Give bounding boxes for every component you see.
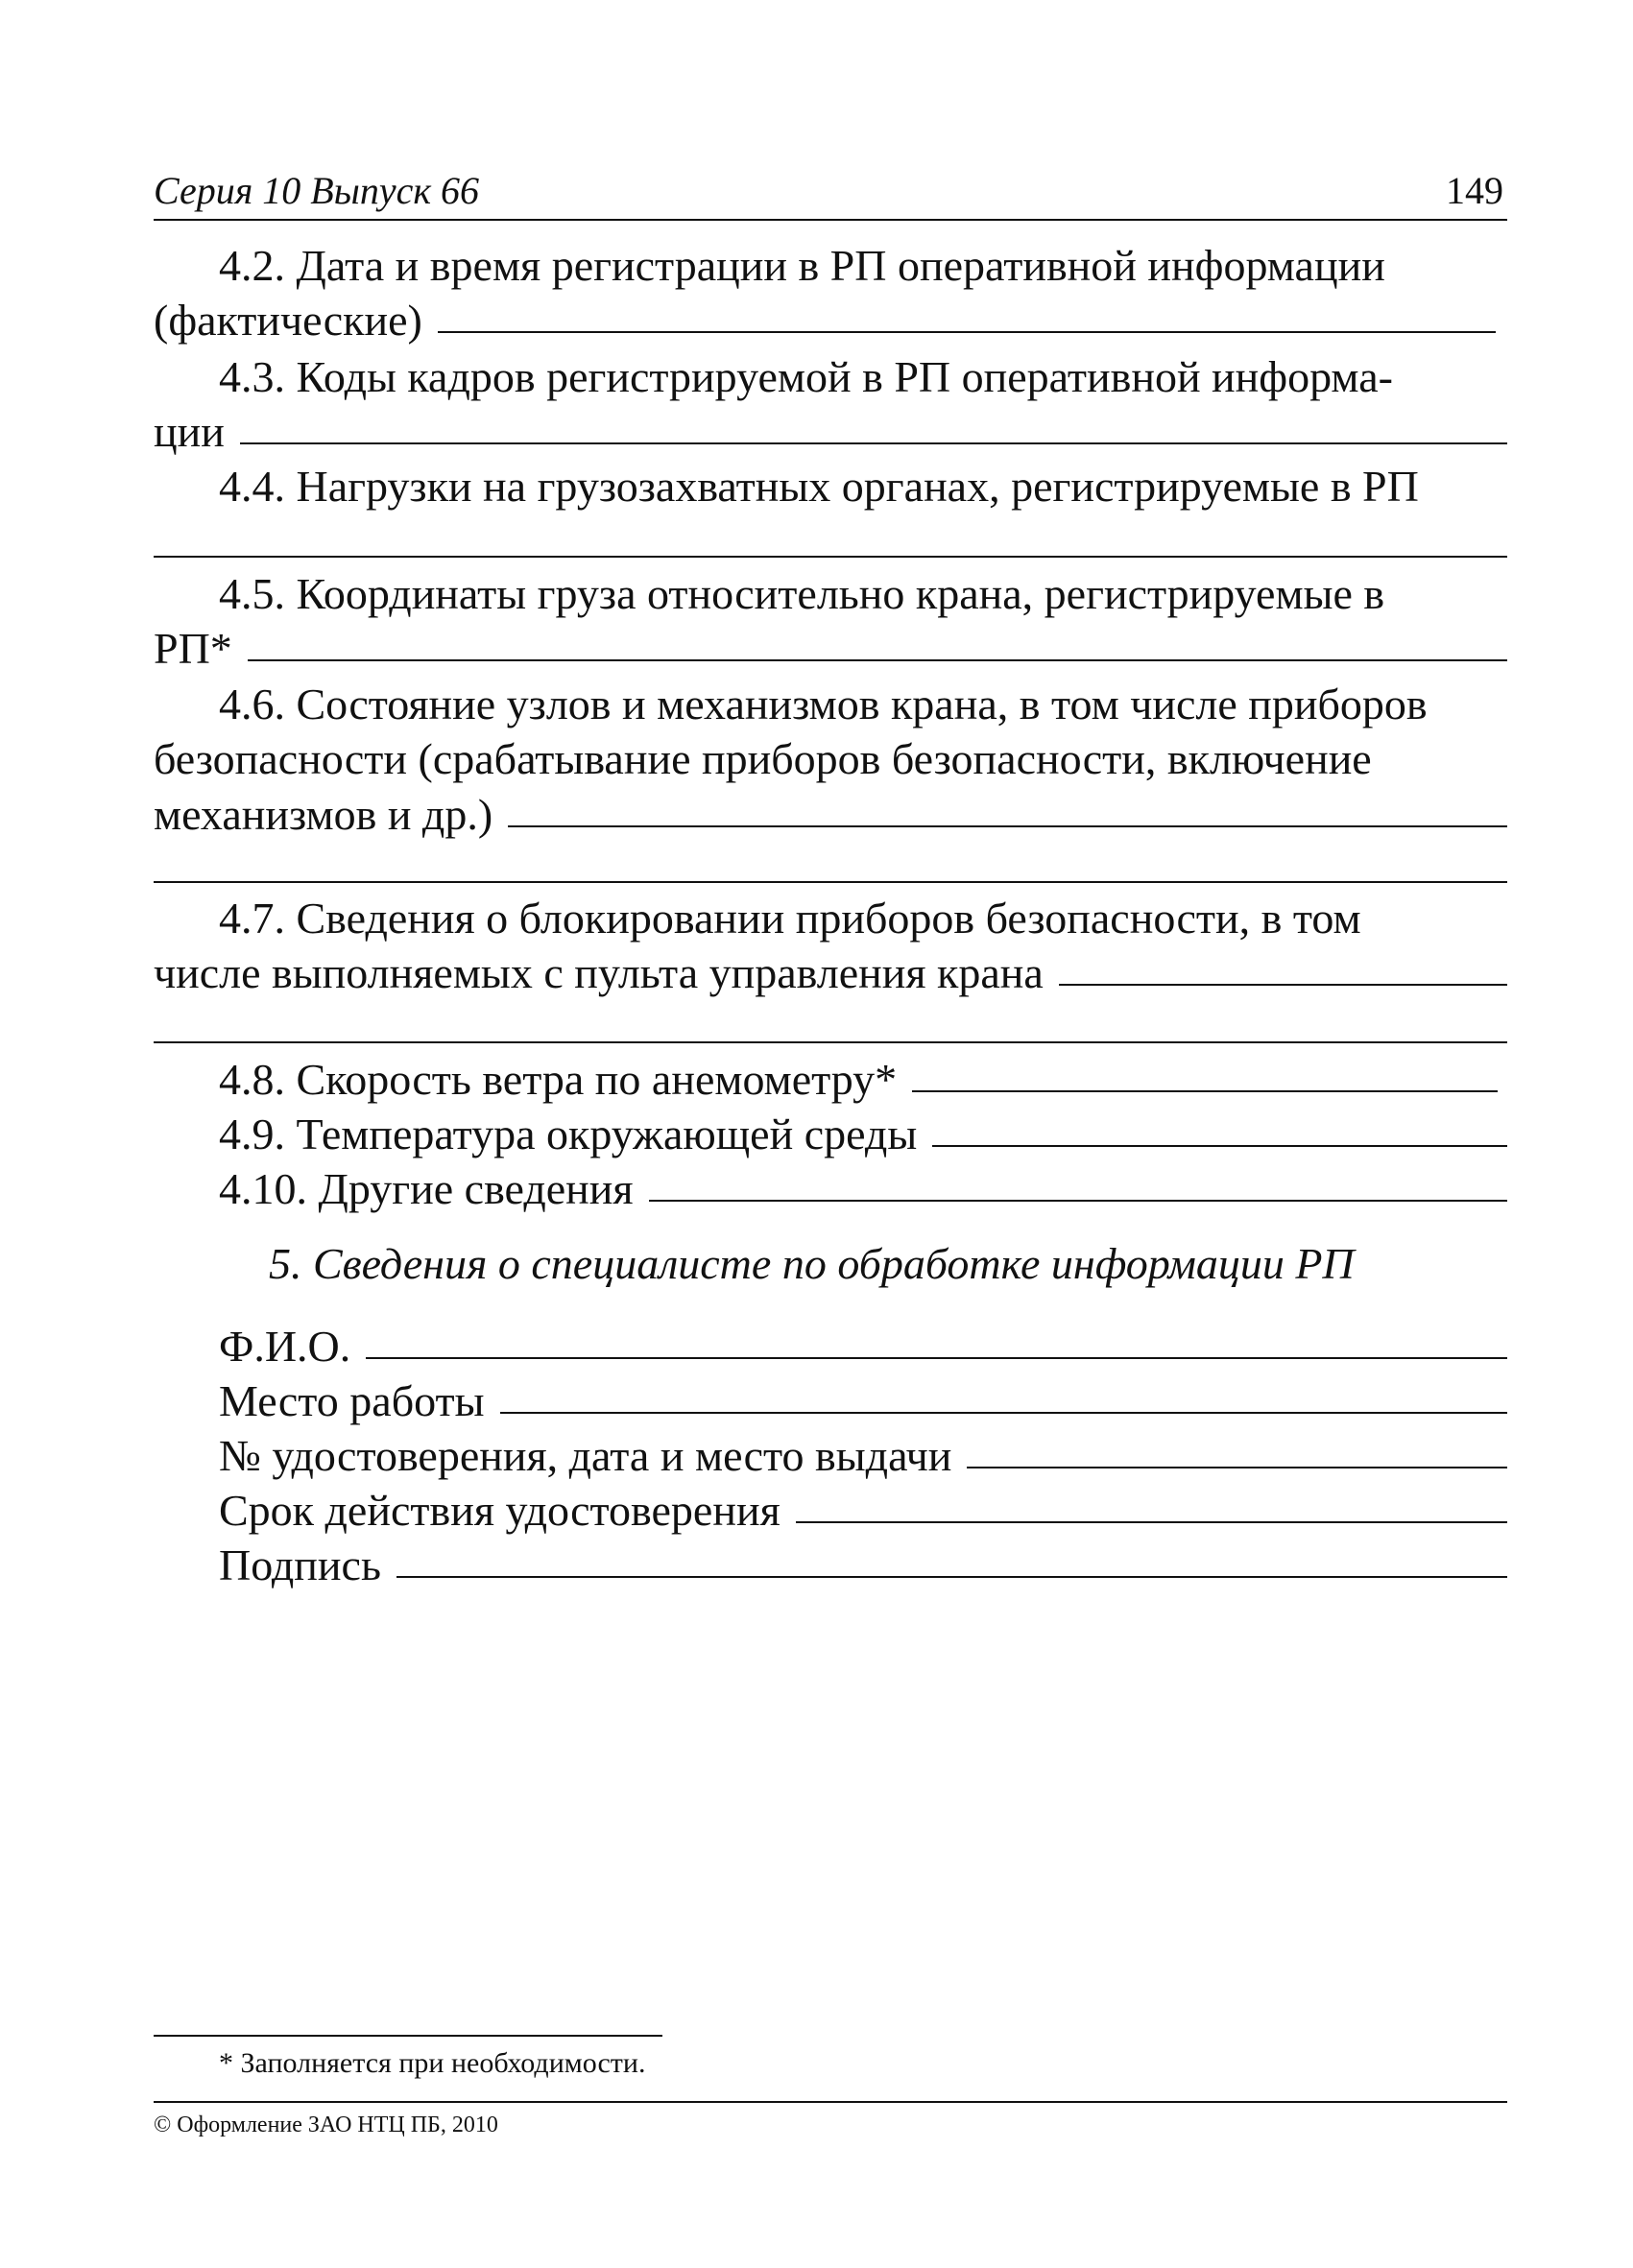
footnote: * Заполняется при необходимости. bbox=[219, 2047, 646, 2079]
item-4-10-fill-line[interactable] bbox=[649, 1161, 1507, 1202]
item-4-7-text: 4.7. Сведения о блокировании приборов безопасности, в том bbox=[219, 894, 1361, 943]
item-4-7-line2 bbox=[154, 945, 1507, 1001]
item-4-5-line1 bbox=[219, 566, 1507, 622]
item-4-6-text-cont2: механизмов и др.) bbox=[154, 790, 493, 839]
item-4-7-line1 bbox=[219, 891, 1507, 946]
item-4-10 bbox=[219, 1161, 1507, 1217]
fio-fill-line[interactable] bbox=[366, 1319, 1507, 1359]
item-4-2-text-cont: (фактические) bbox=[154, 296, 422, 345]
item-4-5-fill-line[interactable] bbox=[248, 621, 1507, 661]
item-4-6-line3 bbox=[154, 787, 1507, 843]
item-4-7-text-cont: числе выполняемых с пульта управления крана bbox=[154, 948, 1044, 997]
footnote-rule bbox=[154, 2035, 662, 2037]
page-number: 149 bbox=[1446, 169, 1503, 212]
item-4-4-text: 4.4. Нагрузки на грузозахватных органах, регистрируемые в РП bbox=[219, 462, 1419, 511]
item-4-2-text: 4.2. Дата и время регистрации в РП оперативной информации bbox=[219, 241, 1385, 290]
item-4-10-text: 4.10. Другие сведения bbox=[219, 1164, 634, 1213]
fio-row bbox=[219, 1319, 1507, 1374]
item-4-6-text: 4.6. Состояние узлов и механизмов крана, в том числе приборов bbox=[219, 680, 1428, 728]
item-4-3-text: 4.3. Коды кадров регистрируемой в РП оперативной информа- bbox=[219, 352, 1393, 401]
item-4-9-fill-line[interactable] bbox=[932, 1107, 1507, 1147]
certificate-fill-line[interactable] bbox=[967, 1428, 1507, 1468]
section-5-title: 5. Сведения о специалисте по обработке информации РП bbox=[269, 1239, 1355, 1288]
workplace-row bbox=[219, 1373, 1507, 1429]
item-4-9-text: 4.9. Температура окружающей среды bbox=[219, 1110, 918, 1158]
validity-label: Срок действия удостоверения bbox=[219, 1486, 780, 1535]
bottom-rule bbox=[154, 2101, 1507, 2103]
validity-fill-line[interactable] bbox=[796, 1483, 1507, 1523]
workplace-fill-line[interactable] bbox=[500, 1373, 1508, 1414]
signature-fill-line[interactable] bbox=[396, 1538, 1507, 1578]
item-4-2-line1 bbox=[219, 238, 1507, 294]
item-4-5-text-cont: РП* bbox=[154, 624, 232, 673]
running-header bbox=[154, 165, 1507, 221]
signature-row bbox=[219, 1538, 1507, 1593]
item-4-8-text: 4.8. Скорость ветра по анемометру* bbox=[219, 1055, 898, 1104]
item-4-5-line2 bbox=[154, 621, 1507, 677]
item-4-6-fill-line-2[interactable] bbox=[154, 881, 1507, 883]
item-4-4-fill-line[interactable] bbox=[154, 556, 1507, 558]
item-4-3-fill-line[interactable] bbox=[240, 404, 1507, 444]
workplace-label: Место работы bbox=[219, 1376, 485, 1425]
item-4-3-line2 bbox=[154, 404, 1507, 460]
item-4-6-line1 bbox=[219, 677, 1507, 732]
item-4-6-line2 bbox=[154, 731, 1507, 787]
item-4-8-fill-line[interactable] bbox=[912, 1052, 1498, 1092]
item-4-5-text: 4.5. Координаты груза относительно крана, регистрируемые в bbox=[219, 569, 1385, 618]
item-4-2-line2 bbox=[154, 293, 1496, 348]
certificate-label: № удостоверения, дата и место выдачи bbox=[219, 1431, 952, 1480]
item-4-7-fill-line[interactable] bbox=[1059, 945, 1507, 986]
fio-label: Ф.И.О. bbox=[219, 1322, 351, 1371]
signature-label: Подпись bbox=[219, 1540, 381, 1589]
item-4-4-line1 bbox=[219, 459, 1507, 514]
item-4-3-text-cont: ции bbox=[154, 407, 225, 456]
item-4-9 bbox=[219, 1107, 1507, 1162]
item-4-6-fill-line[interactable] bbox=[508, 787, 1507, 827]
copyright: © Оформление ЗАО НТЦ ПБ, 2010 bbox=[154, 2113, 498, 2137]
series-label: Серия 10 Выпуск 66 bbox=[154, 169, 480, 212]
item-4-2-fill-line[interactable] bbox=[438, 293, 1496, 333]
item-4-7-fill-line-2[interactable] bbox=[154, 1041, 1507, 1043]
item-4-3-line1 bbox=[219, 349, 1507, 405]
certificate-row bbox=[219, 1428, 1507, 1484]
item-4-6-text-cont: безопасности (срабатывание приборов безопасности, включение bbox=[154, 734, 1372, 783]
validity-row bbox=[219, 1483, 1507, 1539]
item-4-8 bbox=[219, 1052, 1498, 1108]
